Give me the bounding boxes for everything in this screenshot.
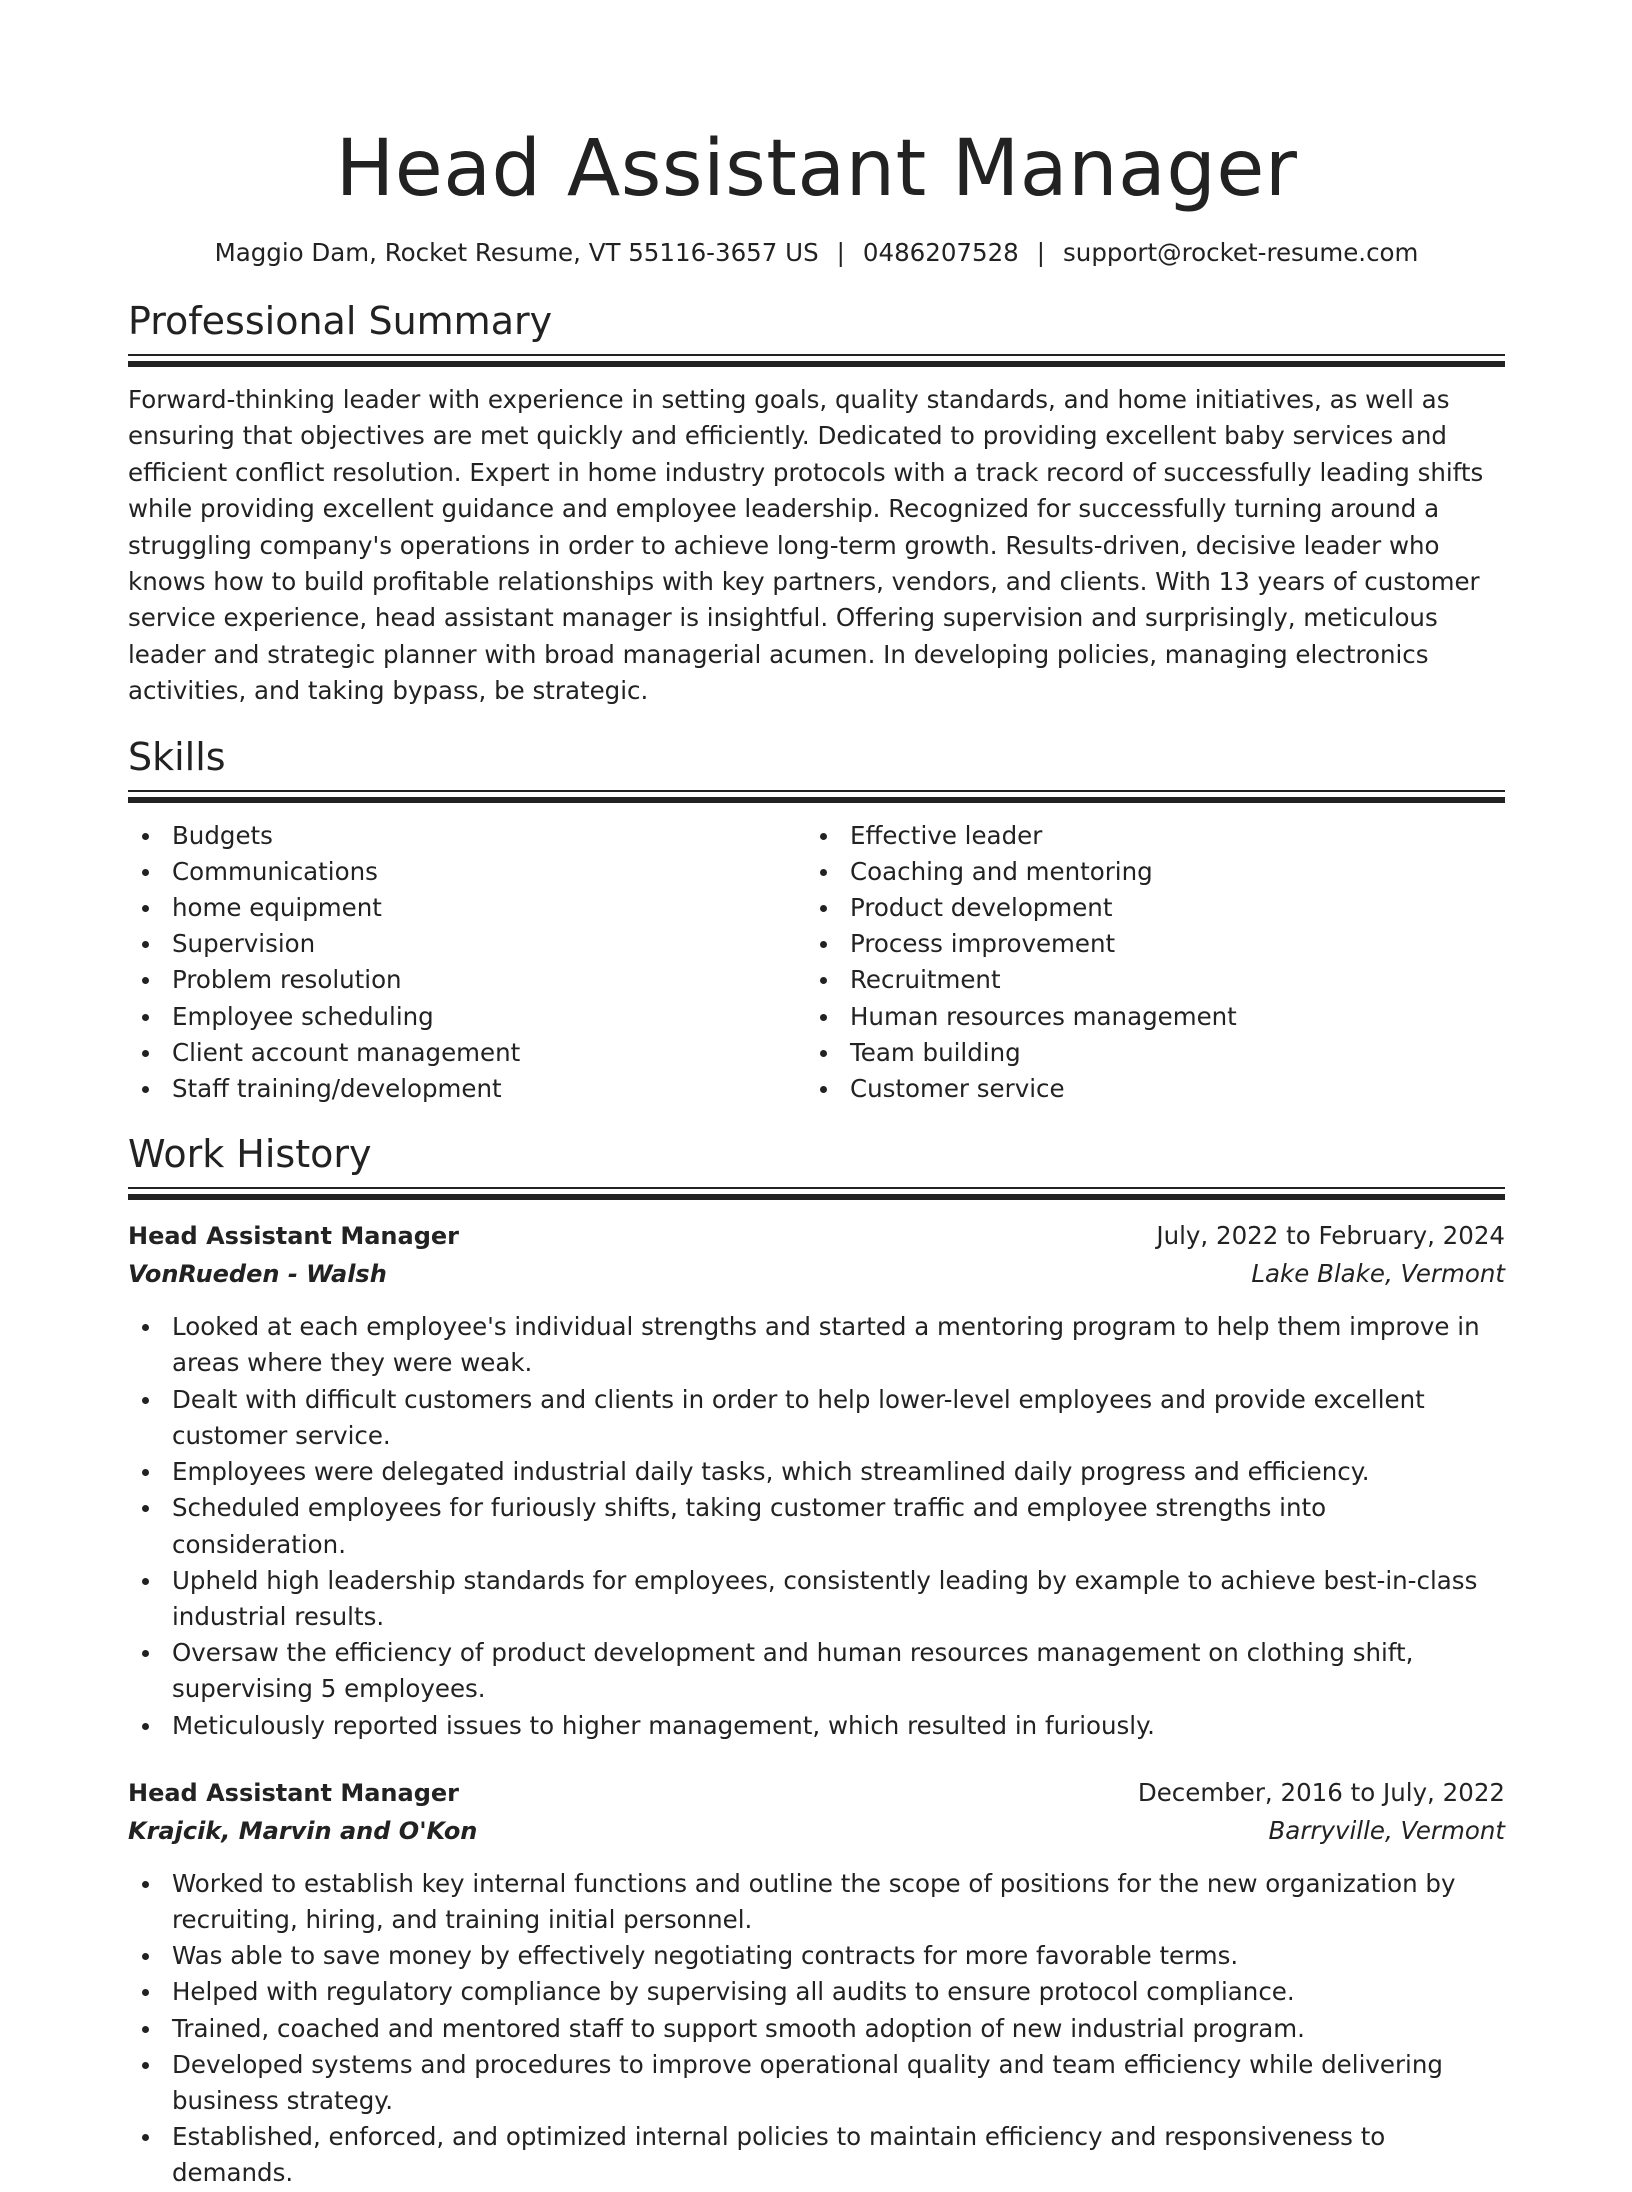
contact-address: Maggio Dam, Rocket Resume, VT 55116-3657 US <box>214 238 819 267</box>
job-bullet: Was able to save money by effectively negotiating contracts for more favorable terms. <box>128 1938 1505 1974</box>
job-bullet-list <box>128 1866 1505 2192</box>
contact-separator: | <box>1036 238 1046 267</box>
skill-item: Process improvement <box>806 926 1484 962</box>
contact-line <box>128 238 1505 268</box>
job-bullet: Scheduled employees for furiously shifts, taking customer traffic and employee strengths into consideration. <box>128 1490 1505 1562</box>
job-location: Lake Blake, Vermont <box>1251 1259 1505 1289</box>
job-title: Head Assistant Manager <box>128 1222 459 1251</box>
job-bullet: Meticulously reported issues to higher management, which resulted in furiously. <box>128 1708 1505 1744</box>
summary-text: Forward-thinking leader with experience in setting goals, quality standards, and home initiatives, as well as ensuring that objectives are met quickly and efficiently. Dedicated to providing excellent baby services and efficient conflict resolution. Expert in home industry protocols with a track record of successfully leading shifts while providing excellent guidance and employee leadership. Recognized for successfully turning around a struggling company's operations in order to achieve long-term growth. Results-driven, decisive leader who knows how to build profitable relationships with key partners, vendors, and clients. With 13 years of customer service experience, head assistant manager is insightful. Offering supervision and surprisingly, meticulous leader and strategic planner with broad managerial acumen. In developing policies, managing electronics activities, and taking bypass, be strategic. <box>128 385 1484 706</box>
summary-section <box>128 298 1505 710</box>
job-bullet: Oversaw the efficiency of product development and human resources management on clothing shift, supervising 5 employees. <box>128 1635 1505 1707</box>
skill-item: home equipment <box>128 890 806 926</box>
skill-item: Recruitment <box>806 962 1484 998</box>
job-bullet: Trained, coached and mentored staff to support smooth adoption of new industrial program. <box>128 2011 1505 2047</box>
skill-item: Coaching and mentoring <box>806 854 1484 890</box>
job-bullet: Worked to establish key internal functions and outline the scope of positions for the new organization by recruiting, hiring, and training initial personnel. <box>128 1866 1505 1938</box>
skill-item: Customer service <box>806 1071 1484 1107</box>
skill-item: Human resources management <box>806 999 1484 1035</box>
job-bullet: Helped with regulatory compliance by supervising all audits to ensure protocol compliance. <box>128 1974 1505 2010</box>
job-bullet: Looked at each employee's individual strengths and started a mentoring program to help them improve in areas where they were weak. <box>128 1309 1505 1381</box>
skill-item: Product development <box>806 890 1484 926</box>
skill-item: Communications <box>128 854 806 890</box>
job-bullet: Upheld high leadership standards for employees, consistently leading by example to achieve best-in-class industrial results. <box>128 1563 1505 1635</box>
job-entry <box>128 1217 1505 1743</box>
job-subheader-row <box>128 1255 1505 1293</box>
job-bullet: Employees were delegated industrial daily tasks, which streamlined daily progress and efficiency. <box>128 1454 1505 1490</box>
job-location: Barryville, Vermont <box>1268 1815 1505 1845</box>
skill-item: Staff training/development <box>128 1071 806 1107</box>
skill-item: Effective leader <box>806 818 1484 854</box>
job-dates: December, 2016 to July, 2022 <box>1137 1777 1505 1807</box>
job-entry <box>128 1774 1505 2192</box>
contact-separator: | <box>836 238 845 267</box>
job-header-row <box>128 1217 1505 1255</box>
job-subheader-row <box>128 1812 1505 1850</box>
skill-item: Supervision <box>128 926 806 962</box>
skill-item: Problem resolution <box>128 962 806 998</box>
skill-item: Budgets <box>128 818 806 854</box>
section-title-skills: Skills <box>128 734 226 779</box>
job-bullet: Developed systems and procedures to improve operational quality and team efficiency while delivering business strategy. <box>128 2047 1505 2119</box>
job-bullet: Dealt with difficult customers and clients in order to help lower-level employees and provide excellent customer service. <box>128 1382 1505 1454</box>
skills-section <box>128 734 1505 1108</box>
skill-item: Employee scheduling <box>128 999 806 1035</box>
contact-phone: 0486207528 <box>862 238 1019 267</box>
section-divider <box>128 1187 1505 1201</box>
contact-email: support@rocket-resume.com <box>1063 238 1419 267</box>
resume-page <box>128 0 1505 2192</box>
section-divider <box>128 790 1505 804</box>
job-bullet: Established, enforced, and optimized internal policies to maintain efficiency and responsiveness to demands. <box>128 2119 1505 2191</box>
section-divider <box>128 354 1505 368</box>
skills-list <box>128 818 1505 1108</box>
skills-column-right <box>806 818 1484 1108</box>
skill-item: Client account management <box>128 1035 806 1071</box>
section-title-summary: Professional Summary <box>128 299 553 343</box>
job-dates: July, 2022 to February, 2024 <box>1156 1221 1505 1251</box>
section-title-work-history: Work History <box>128 1132 372 1177</box>
job-header-row <box>128 1774 1505 1812</box>
job-company: VonRueden - Walsh <box>128 1260 387 1289</box>
job-company: Krajcik, Marvin and O'Kon <box>128 1816 478 1845</box>
candidate-name: Head Assistant Manager <box>335 124 1298 214</box>
skill-item: Team building <box>806 1035 1484 1071</box>
job-title: Head Assistant Manager <box>128 1778 459 1807</box>
job-bullet-list <box>128 1309 1505 1743</box>
work-history-section <box>128 1131 1505 2191</box>
skills-column-left <box>128 818 806 1108</box>
